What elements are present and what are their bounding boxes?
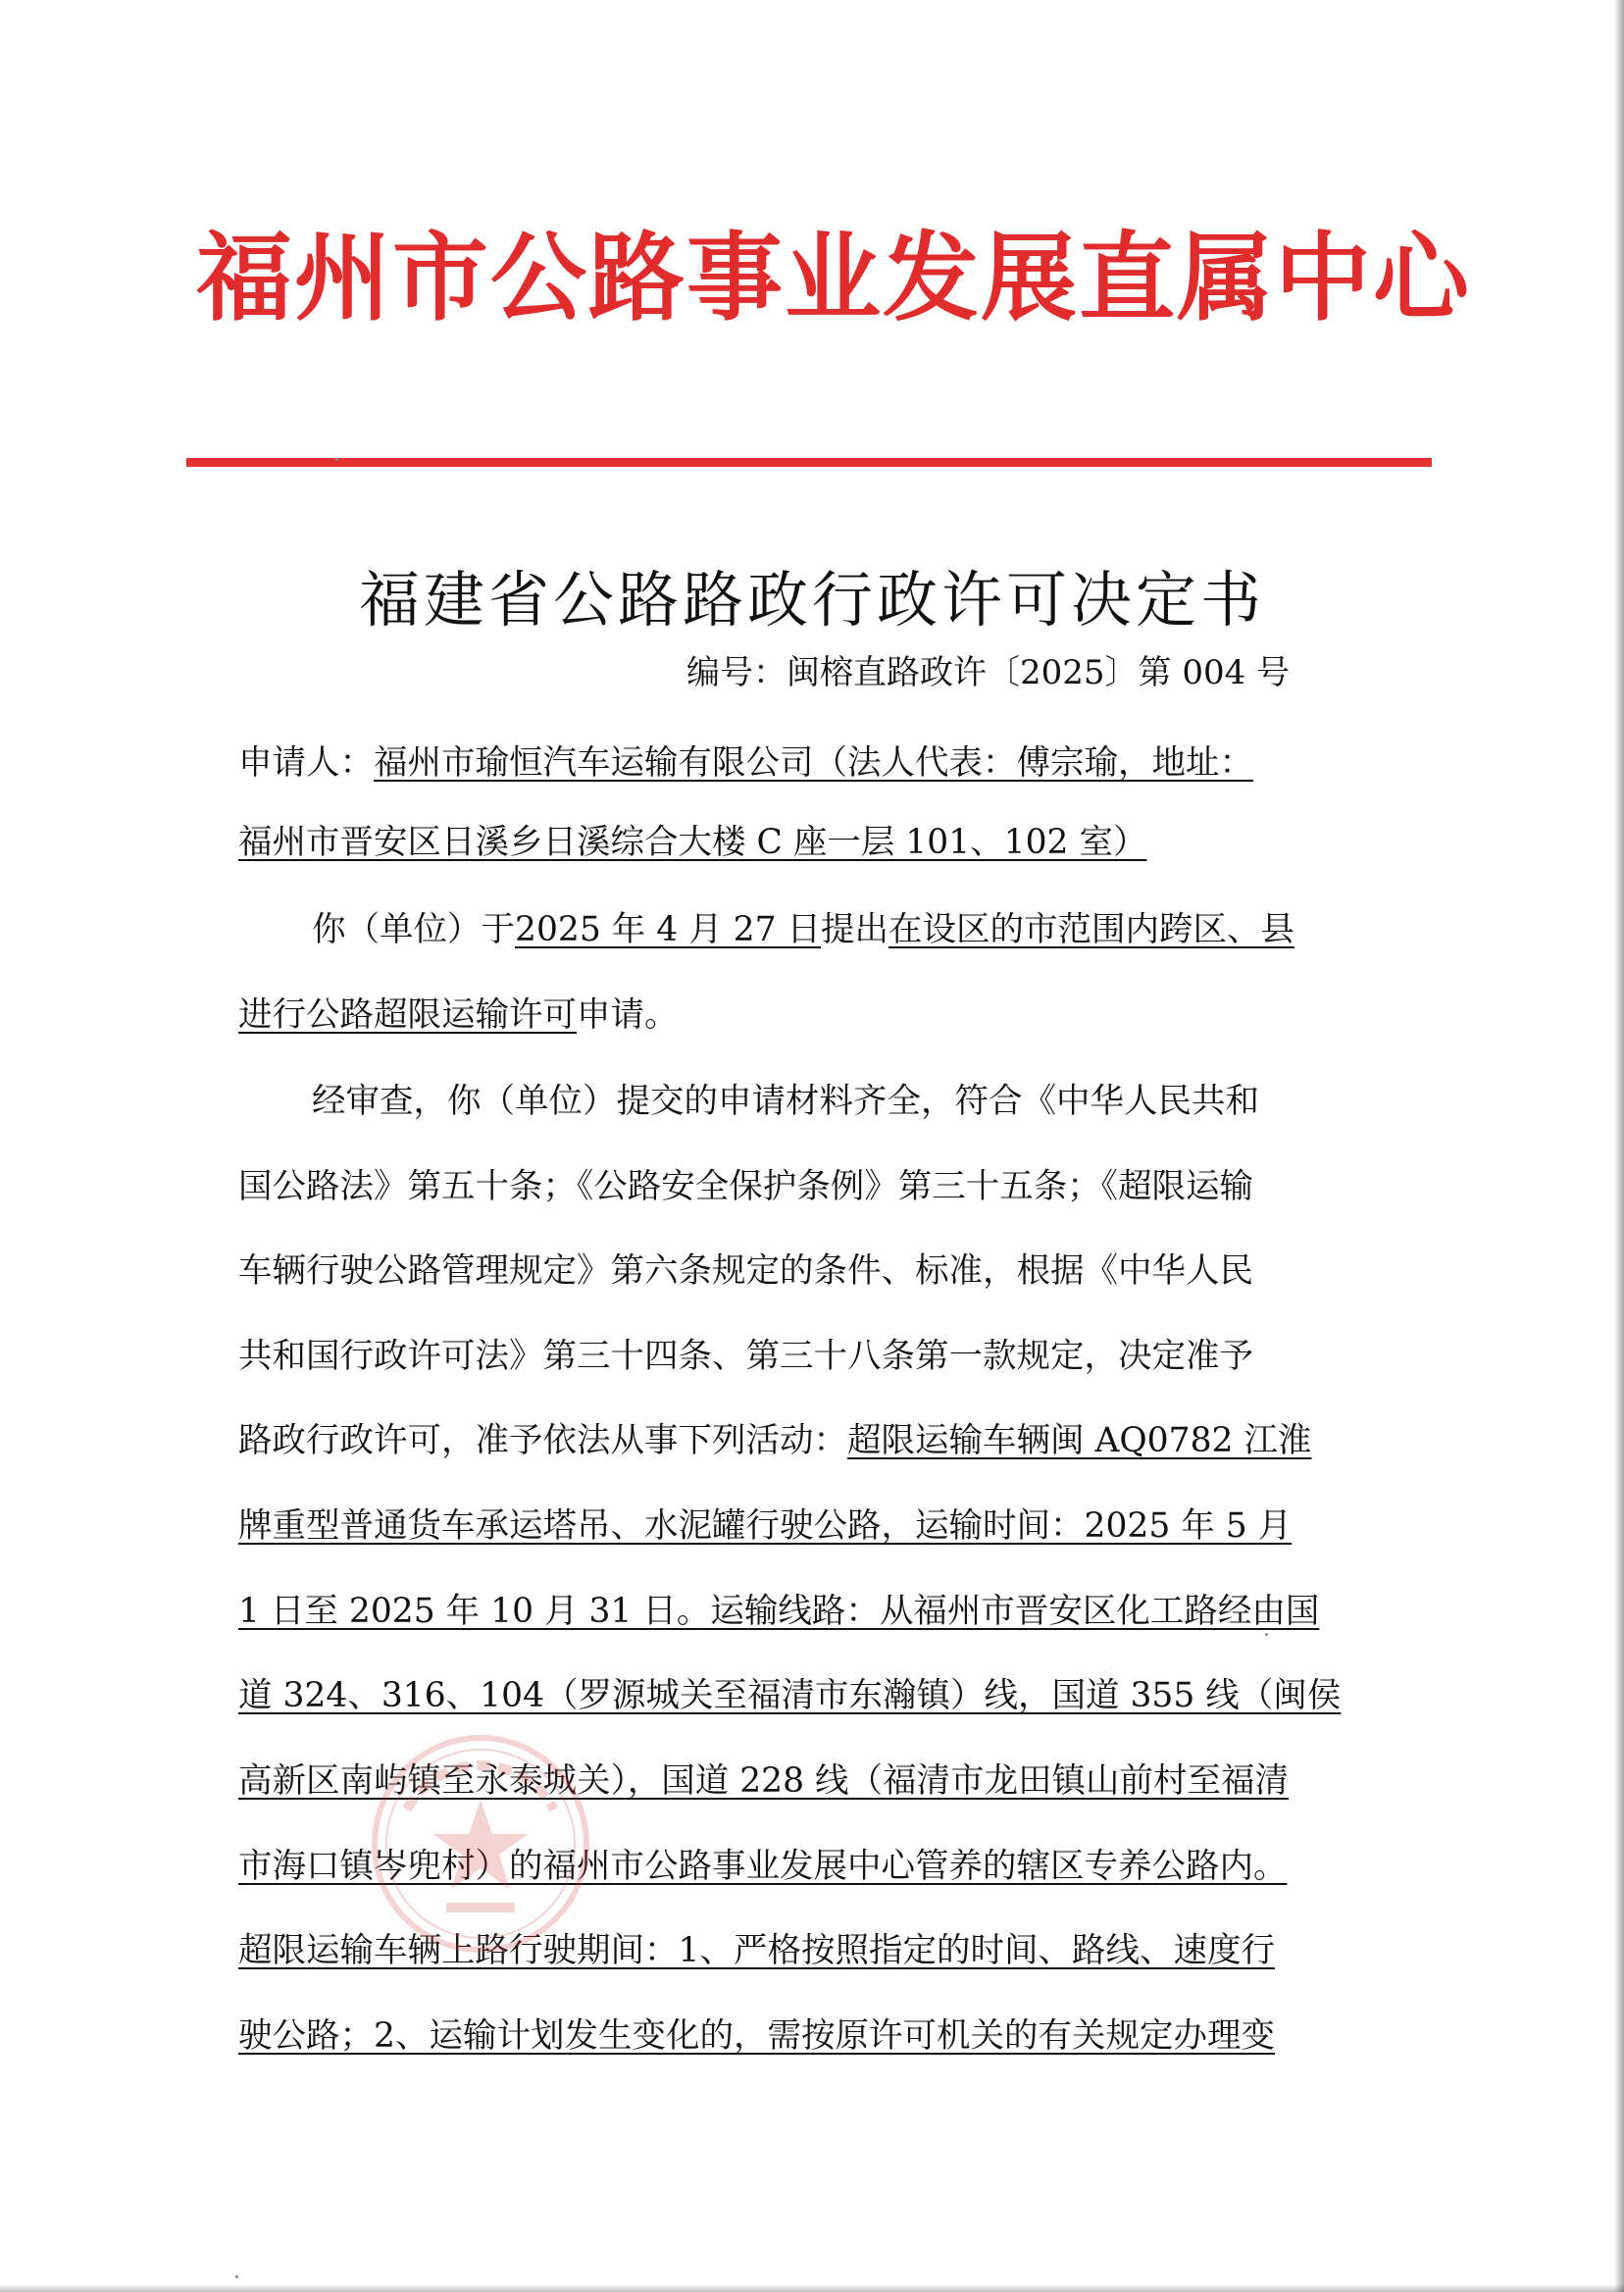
para1-text: 提出 [820,910,888,949]
scan-edge-shadow [1614,0,1624,2292]
para2-line-8: 道 324、316、104（罗源城关至福清市东瀚镇）线，国道 355 线（闽侯 [238,1676,1342,1715]
para1-line-2 [238,993,1398,1038]
applicant-line-2 [238,820,1398,865]
document-number: 编号：闽榕直路政许〔2025〕第 004 号 [686,653,1291,692]
para2-line-5 [238,1418,1398,1463]
application-date: 2025 年 4 月 27 日 [515,910,821,949]
para1-text: 申请。 [577,995,679,1035]
para2-line-11: 超限运输车辆上路行驶期间：1、严格按照指定的时间、路线、速度行 [238,1931,1275,1970]
para2-line-7: 1 日至 2025 年 10 月 31 日。运输线路：从福州市晋安区化工路经由国 [238,1592,1320,1631]
red-divider-rule [186,458,1432,467]
para1-line-1 [312,907,1398,952]
para2-text: 路政行政许可，准予依法从事下列活动： [238,1421,847,1460]
applicant-line-1 [238,740,1398,786]
scan-speck [1265,1633,1268,1636]
application-scope: 在设区的市范围内跨区、县 [888,910,1294,949]
para2-line-1: 经审查，你（单位）提交的申请材料齐全，符合《中华人民共和 [312,1082,1259,1121]
application-type: 进行公路超限运输许可 [238,995,577,1035]
document-title: 福建省公路路政行政许可决定书 [358,564,1265,636]
para2-line-4: 共和国行政许可法》第三十四条、第三十八条第一款规定，决定准予 [238,1337,1253,1376]
organization-masthead: 福州市公路事业发展直属中心 [196,223,1472,334]
para2-line-9: 高新区南屿镇至永泰城关），国道 228 线（福清市龙田镇山前村至福清 [238,1761,1290,1801]
applicant-address: 福州市晋安区日溪乡日溪综合大楼 C 座一层 101、102 室） [238,823,1147,862]
scan-speck [335,458,338,461]
para2-line-10: 市海口镇岑兜村）的福州市公路事业发展中心管养的辖区专养公路内。 [238,1847,1288,1886]
para2-line-12: 驶公路；2、运输计划发生变化的，需按原许可机关的有关规定办理变 [238,2016,1275,2056]
para2-line-2: 国公路法》第五十条；《公路安全保护条例》第三十五条；《超限运输 [238,1167,1253,1206]
para2-line-3: 车辆行驶公路管理规定》第六条规定的条件、标准，根据《中华人民 [238,1251,1253,1291]
applicant-name: 福州市瑜恒汽车运输有限公司（法人代表：傅宗瑜，地址： [374,743,1253,783]
scan-speck [235,2275,238,2278]
applicant-label: 申请人： [238,743,374,783]
para2-line-6: 牌重型普通货车承运塔吊、水泥罐行驶公路，运输时间：2025 年 5 月 [238,1506,1293,1546]
permitted-activity: 超限运输车辆闽 AQ0782 江淮 [847,1421,1312,1460]
official-seal-icon [368,1731,593,1957]
para1-text: 你（单位）于 [312,910,515,949]
scan-bottom-shadow [0,2284,1624,2292]
